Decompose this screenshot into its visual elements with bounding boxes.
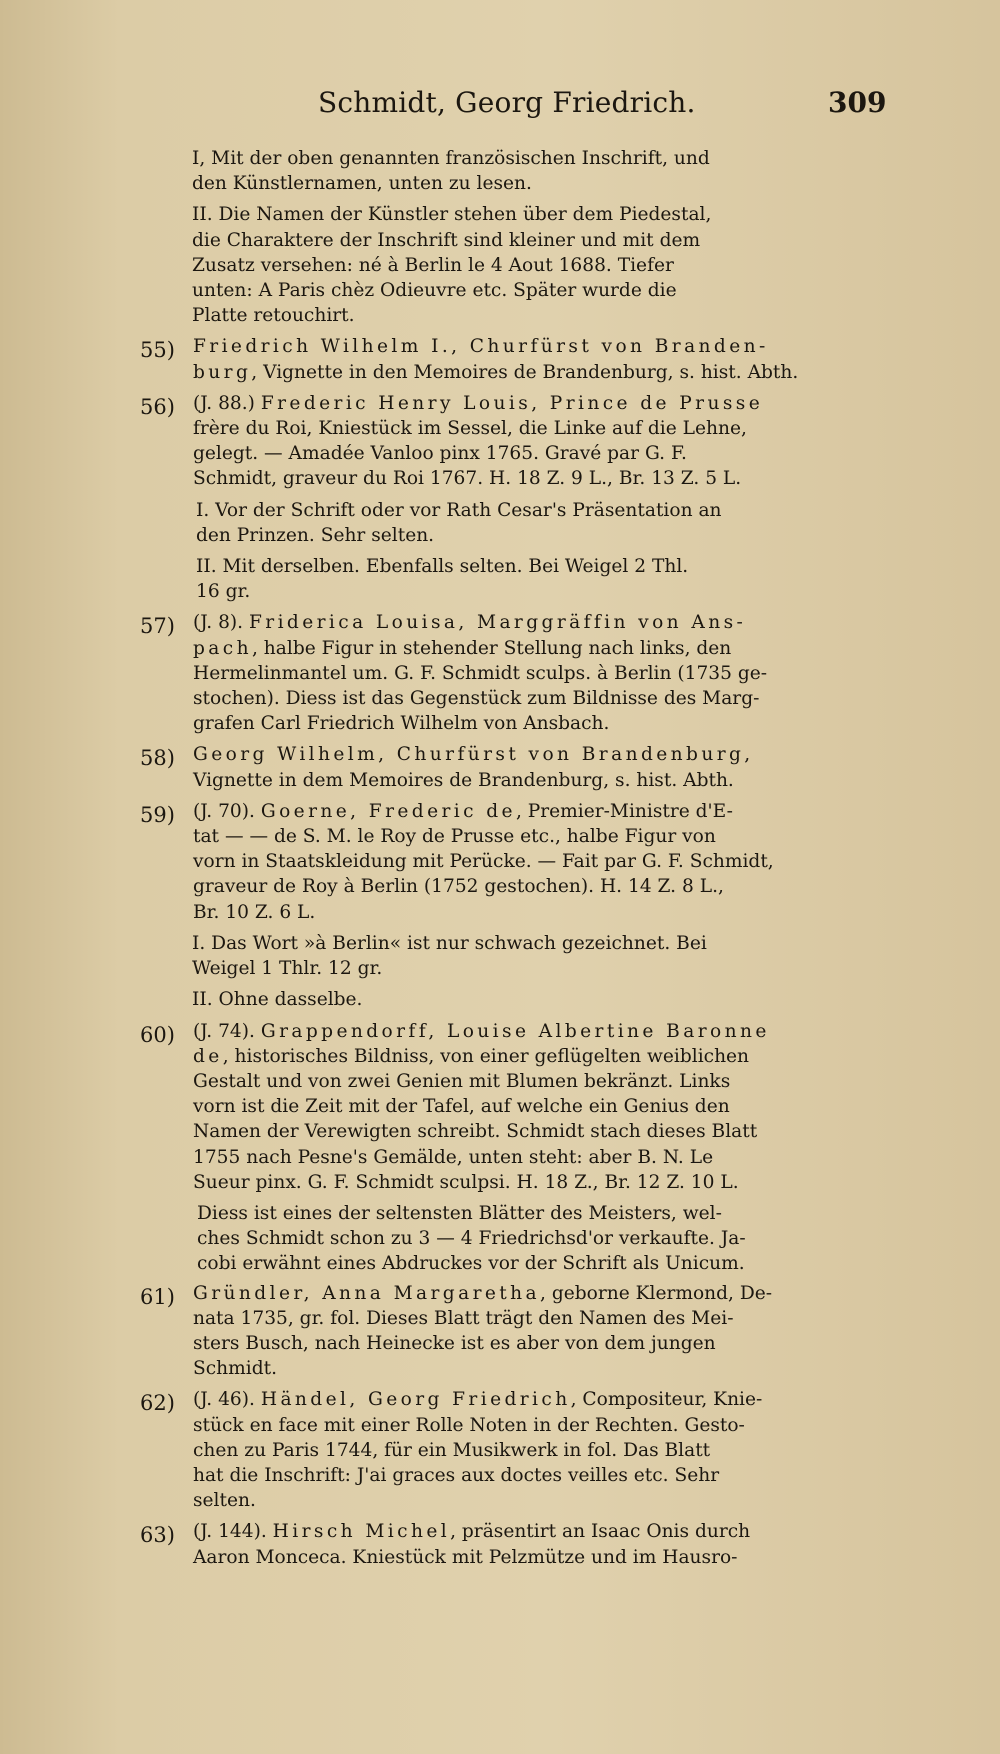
text-segment: I. Vor der Schrift oder vor Rath Cesar's Präsentation an: [196, 499, 722, 521]
text-line: [193, 824, 900, 849]
catalog-entry: [140, 1387, 900, 1513]
text-line: [197, 1251, 900, 1276]
catalog-entry: [140, 1281, 900, 1382]
page-header: [0, 86, 1000, 126]
text-line: [193, 416, 900, 441]
text-segment: stochen). Diess ist das Gegenstück zum Bildnisse des Marg-: [193, 688, 760, 710]
text-segment: tat — — de S. M. le Roy de Prusse etc., halbe Figur von: [193, 826, 716, 848]
text-line: [193, 466, 900, 491]
catalog-entry: [140, 1519, 900, 1569]
text-line: [193, 1463, 900, 1488]
text-line: [193, 610, 900, 635]
catalog-entry: [140, 742, 900, 792]
text-segment: den Künstlernamen, unten zu lesen.: [192, 173, 532, 195]
text-segment: 16 gr.: [196, 581, 251, 603]
text-segment: I. Das Wort »à Berlin« ist nur schwach gezeichnet. Bei: [192, 932, 707, 954]
text-line: [193, 1170, 900, 1195]
text-line: [193, 1488, 900, 1513]
text-line: [193, 686, 900, 711]
text-segment: grafen Carl Friedrich Wilhelm von Ansbach.: [193, 713, 610, 735]
text-line: [193, 1331, 900, 1356]
text-line: [197, 1201, 900, 1226]
text-line: [193, 1545, 900, 1570]
text-line: [193, 1145, 900, 1170]
text-segment: nata 1735, gr. fol. Dieses Blatt trägt den Namen des Mei-: [193, 1307, 734, 1329]
state-note: [196, 554, 900, 604]
entry-number: 60): [140, 1022, 175, 1047]
text-segment: , geborne Klermond, De-: [540, 1282, 773, 1304]
spaced-name: Georg Wilhelm, Churfürst von Brandenburg,: [193, 744, 754, 766]
spaced-name: pach: [193, 637, 252, 659]
text-line: [193, 742, 900, 767]
text-line: [192, 303, 900, 328]
text-segment: den Prinzen. Sehr selten.: [196, 524, 435, 546]
state-note: [192, 146, 900, 196]
text-line: [196, 498, 900, 523]
text-segment: Weigel 1 Thlr. 12 gr.: [192, 958, 383, 980]
spaced-name: burg: [193, 361, 252, 383]
text-line: [192, 202, 900, 227]
text-line: [193, 360, 900, 385]
text-segment: Schmidt.: [193, 1358, 277, 1380]
text-segment: (J. 70).: [193, 800, 261, 822]
text-segment: ches Schmidt schon zu 3 — 4 Friedrichsd'or verkaufte. Ja-: [197, 1228, 746, 1250]
text-line: [192, 278, 900, 303]
text-segment: II. Ohne dasselbe.: [192, 989, 363, 1011]
text-segment: Namen der Verewigten schreibt. Schmidt stach dieses Blatt: [193, 1121, 758, 1143]
catalog-entry: [140, 391, 900, 492]
text-line: [193, 711, 900, 736]
spaced-name: Frederic Henry Louis, Prince de Prusse: [260, 392, 764, 414]
spaced-name: Grappendorff, Louise Albertine Baronne: [260, 1020, 770, 1042]
text-line: [192, 253, 900, 278]
text-segment: , halbe Figur in stehender Stellung nach links, den: [251, 637, 732, 659]
text-segment: vorn in Staatskleidung mit Perücke. — Fait par G. F. Schmidt,: [193, 851, 774, 873]
text-line: [196, 579, 900, 604]
text-line: [192, 228, 900, 253]
text-line: [193, 334, 900, 359]
text-line: [193, 636, 900, 661]
text-segment: selten.: [193, 1490, 256, 1512]
text-segment: Hermelinmantel um. G. F. Schmidt sculps. à Berlin (1735 ge-: [193, 662, 768, 684]
entry-number: 63): [140, 1523, 175, 1548]
text-segment: II. Mit derselben. Ebenfalls selten. Bei Weigel 2 Thl.: [196, 556, 689, 578]
text-line: [193, 799, 900, 824]
text-segment: Br. 10 Z. 6 L.: [193, 901, 316, 923]
text-segment: , Vignette in den Memoires de Brandenburg, s. hist. Abth.: [251, 361, 799, 383]
text-segment: unten: A Paris chèz Odieuvre etc. Später wurde die: [192, 280, 677, 302]
text-line: [196, 554, 900, 579]
catalog-entry: [140, 799, 900, 925]
text-segment: (J. 74).: [193, 1020, 261, 1042]
text-segment: , historisches Bildniss, von einer geflügelten weiblichen: [222, 1045, 750, 1067]
text-line: [197, 1226, 900, 1251]
text-segment: chen zu Paris 1744, für ein Musikwerk in fol. Das Blatt: [193, 1439, 711, 1461]
spaced-name: Friedrich Wilhelm I., Churfürst von Branden-: [193, 336, 769, 358]
text-segment: graveur de Roy à Berlin (1752 gestochen). H. 14 Z. 8 L.,: [193, 876, 724, 898]
text-line: [193, 1281, 900, 1306]
entry-number: 55): [140, 338, 175, 363]
spaced-name: de: [193, 1045, 223, 1067]
spaced-name: Friderica Louisa, Marggräffin von Ans-: [249, 612, 747, 634]
text-segment: I, Mit der oben genannten französischen Inschrift, und: [192, 148, 710, 169]
text-line: [192, 987, 900, 1012]
text-line: [193, 1356, 900, 1381]
entry-number: 59): [140, 802, 175, 827]
text-line: [193, 1094, 900, 1119]
text-segment: gelegt. — Amadée Vanloo pinx 1765. Gravé par G. F.: [193, 443, 687, 465]
text-segment: 1755 nach Pesne's Gemälde, unten steht: aber B. N. Le: [193, 1146, 714, 1168]
remark-paragraph: [197, 1201, 900, 1277]
page-number: 309: [828, 86, 887, 119]
entry-number: 56): [140, 394, 175, 419]
text-segment: II. Die Namen der Künstler stehen über dem Piedestal,: [192, 204, 712, 226]
entry-number: 58): [140, 746, 175, 771]
text-segment: Gestalt und von zwei Genien mit Blumen bekränzt. Links: [193, 1070, 731, 1092]
catalog-entry: [140, 334, 900, 384]
text-line: [193, 1019, 900, 1044]
text-segment: Zusatz versehen: né à Berlin le 4 Aout 1688. Tiefer: [192, 254, 674, 276]
entry-number: 61): [140, 1284, 175, 1309]
text-segment: (J. 46).: [193, 1389, 261, 1411]
text-segment: vorn ist die Zeit mit der Tafel, auf welche ein Genius den: [193, 1096, 730, 1118]
spaced-name: Hirsch Michel: [272, 1521, 451, 1543]
text-segment: Platte retouchirt.: [192, 305, 355, 327]
text-segment: , Compositeur, Knie-: [570, 1389, 763, 1411]
text-segment: frère du Roi, Kniestück im Sessel, die Linke auf die Lehne,: [193, 418, 747, 440]
text-segment: , präsentirt an Isaac Onis durch: [450, 1521, 751, 1543]
text-line: [192, 931, 900, 956]
text-line: [192, 171, 900, 196]
text-line: [192, 146, 900, 171]
text-line: [193, 1387, 900, 1412]
text-line: [193, 1413, 900, 1438]
state-note: [192, 202, 900, 328]
text-line: [193, 391, 900, 416]
state-note: [192, 987, 900, 1012]
entry-number: 57): [140, 614, 175, 639]
state-note: [192, 931, 900, 981]
text-line: [193, 1119, 900, 1144]
text-line: [193, 1438, 900, 1463]
text-line: [193, 1519, 900, 1544]
catalog-entry: [140, 1019, 900, 1195]
text-segment: die Charaktere der Inschrift sind kleiner und mit dem: [192, 229, 701, 251]
spaced-name: Gründler, Anna Margaretha: [193, 1282, 541, 1304]
text-line: [193, 768, 900, 793]
text-line: [193, 441, 900, 466]
catalog-entry: [140, 610, 900, 736]
text-segment: , Premier-Ministre d'E-: [515, 800, 733, 822]
text-line: [193, 1306, 900, 1331]
spaced-name: Händel, Georg Friedrich: [260, 1389, 571, 1411]
text-line: [192, 956, 900, 981]
text-line: [193, 874, 900, 899]
text-line: [196, 523, 900, 548]
page-body: [140, 146, 900, 1576]
text-segment: Sueur pinx. G. F. Schmidt sculpsi. H. 18 Z., Br. 12 Z. 10 L.: [193, 1171, 739, 1193]
text-segment: sters Busch, nach Heinecke ist es aber von dem jungen: [193, 1332, 716, 1354]
entry-number: 62): [140, 1391, 175, 1416]
running-title: Schmidt, Georg Friedrich.: [318, 86, 696, 119]
text-line: [193, 900, 900, 925]
text-segment: hat die Inschrift: J'ai graces aux doctes veilles etc. Sehr: [193, 1464, 720, 1486]
spaced-name: Goerne, Frederic de: [260, 800, 516, 822]
text-segment: Diess ist eines der seltensten Blätter des Meisters, wel-: [197, 1202, 722, 1224]
text-segment: stück en face mit einer Rolle Noten in der Rechten. Gesto-: [193, 1414, 745, 1436]
text-segment: (J. 8).: [193, 612, 249, 634]
text-segment: (J. 144).: [193, 1521, 273, 1543]
state-note: [196, 498, 900, 548]
text-line: [193, 849, 900, 874]
text-segment: Aaron Monceca. Kniestück mit Pelzmütze und im Hausro-: [193, 1546, 738, 1568]
text-line: [193, 1044, 900, 1069]
text-segment: Vignette in dem Memoires de Brandenburg, s. hist. Abth.: [193, 769, 734, 791]
text-segment: cobi erwähnt eines Abdruckes vor der Schrift als Unicum.: [197, 1253, 745, 1275]
text-segment: Schmidt, graveur du Roi 1767. H. 18 Z. 9 L., Br. 13 Z. 5 L.: [193, 468, 742, 490]
text-line: [193, 1069, 900, 1094]
text-line: [193, 661, 900, 686]
text-segment: (J. 88.): [193, 392, 261, 414]
